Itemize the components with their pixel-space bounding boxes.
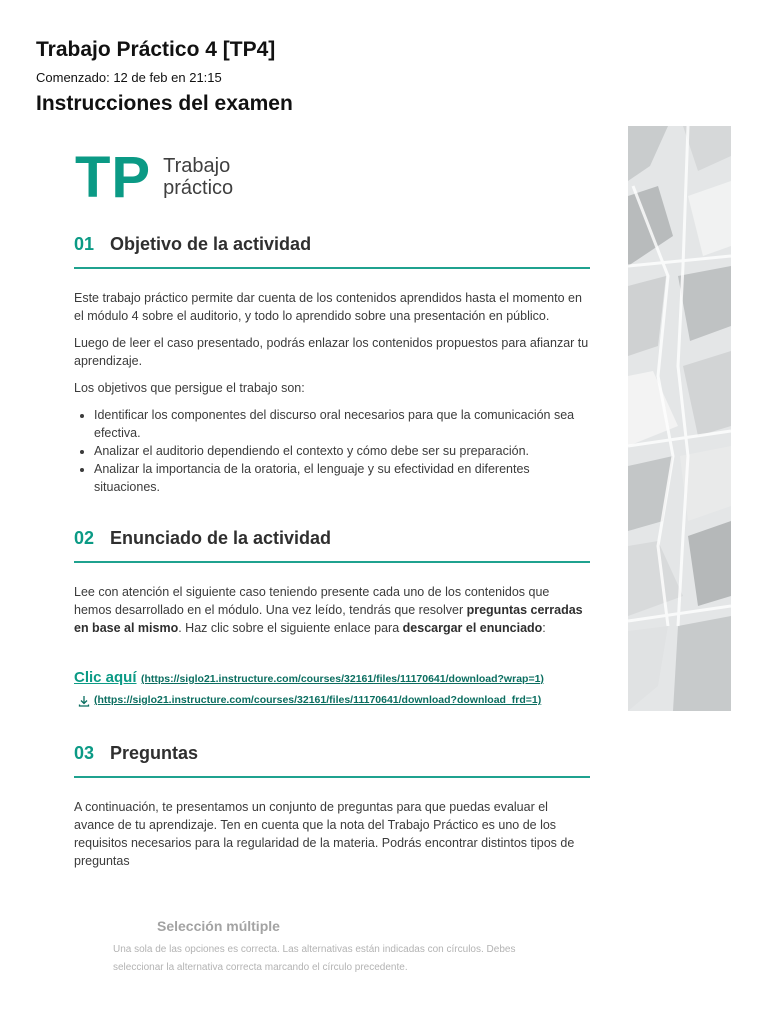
section-objective (74, 234, 590, 496)
tp-logo (75, 145, 234, 210)
section-number: 03 (74, 743, 95, 763)
section-title: Preguntas (110, 743, 199, 763)
list-item: • Analizar la importancia de la oratoria, el lenguaje y su efectividad en diferentes situaciones. (94, 460, 590, 496)
instructions-title: Instrucciones del examen (36, 92, 293, 115)
download-icon[interactable] (78, 694, 90, 706)
statement-text-a: Lee con atención el siguiente caso teniendo presente cada uno de los contenidos que hemos desarrollado en el módulo. Una vez leído, tendrás que resolver (74, 585, 550, 617)
list-item: • Analizar el auditorio dependiendo el contexto y cómo debe ser su preparación. (94, 442, 590, 460)
objective-paragraph-1: Este trabajo práctico permite dar cuenta de los contenidos aprendidos hasta el momento en el módulo 4 sobre el auditorio, y todo lo aprendido sobre una presentación en público. (74, 291, 582, 323)
section-statement (74, 528, 590, 637)
multiple-choice-description: Una sola de las opciones es correcta. Las alternativas están indicadas con círculos. Debes seleccionar la alternativa correcta marcando el círculo precedente. (113, 944, 516, 973)
file-url-link[interactable]: (https://siglo21.instructure.com/courses/32161/files/11170641/download?wrap=1) (140, 673, 544, 685)
section-header (74, 743, 590, 771)
click-here-link[interactable]: Clic aquí (74, 669, 137, 686)
started-timestamp: Comenzado: 12 de feb en 21:15 (36, 70, 222, 85)
section-questions (74, 743, 590, 870)
objective-paragraph-3: Los objetivos que persigue el trabajo son: (74, 381, 305, 395)
tp-logo-words (163, 155, 233, 199)
statement-text-c: . Haz clic sobre el siguiente enlace para (178, 621, 403, 635)
tp-logo-mark: TP (75, 145, 152, 210)
tp-logo-word1: Trabajo (163, 155, 231, 177)
statement-paragraph (74, 583, 590, 637)
download-file-line (78, 694, 541, 706)
statement-text-bold-2: descargar el enunciado (402, 621, 543, 635)
section-number: 02 (74, 528, 95, 548)
section-title: Enunciado de la actividad (110, 528, 332, 548)
page-title: Trabajo Práctico 4 [TP4] (36, 38, 276, 61)
objective-paragraph-2: Luego de leer el caso presentado, podrás enlazar los contenidos propuestos para afianzar tu aprendizaje. (74, 336, 589, 368)
section-header (74, 528, 590, 556)
objectives-list (74, 406, 590, 496)
download-url-link[interactable]: (https://siglo21.instructure.com/courses/32161/files/11170641/download?download_frd=1) (94, 694, 542, 706)
statement-text-e: : (542, 621, 546, 635)
section-title: Objetivo de la actividad (110, 234, 312, 254)
questions-paragraph: A continuación, te presentamos un conjunto de preguntas para que puedas evaluar el avance de tu aprendizaje. Ten en cuenta que la nota del Trabajo Práctico es uno de los requisitos necesarios para la regularidad de la materia. Podrás encontrar distintos tipos de preguntas (74, 800, 575, 868)
download-link-line (74, 669, 544, 687)
section-number: 01 (74, 234, 95, 254)
tp-logo-word2: práctico (163, 177, 234, 199)
list-item: • Identificar los componentes del discurso oral necesarios para que la comunicación sea efectiva. (94, 406, 590, 442)
section-header (74, 234, 590, 262)
statement-text-bold-1: preguntas cerradas en base al mismo (74, 603, 583, 635)
multiple-choice-title: Selección múltiple (157, 918, 280, 934)
decorative-side-image (628, 126, 731, 711)
